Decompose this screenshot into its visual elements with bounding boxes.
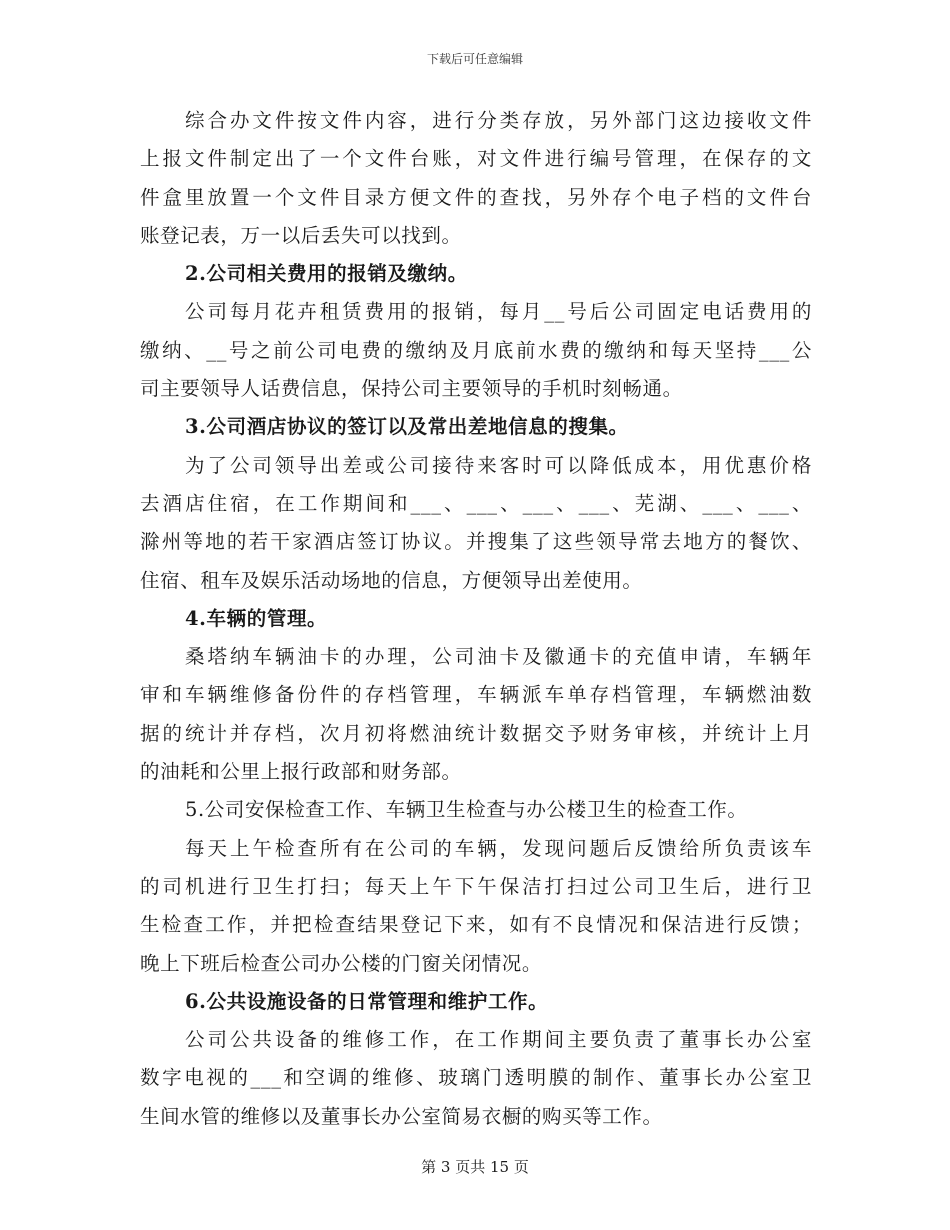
section-heading-4: 4.车辆的管理。 — [185, 606, 328, 630]
paragraph-line: 账登记表，万一以后丢失可以找到。 — [140, 223, 462, 247]
paragraph-line: 去酒店住宿，在工作期间和___、___、___、___、芜湖、___、___、 — [140, 491, 812, 515]
paragraph-line: 的司机进行卫生打扫；每天上午下午保洁打扫过公司卫生后，进行卫 — [140, 874, 812, 898]
paragraph-line: 滁州等地的若干家酒店签订协议。并搜集了这些领导常去地方的餐饮、 — [140, 530, 812, 554]
section-heading-3: 3.公司酒店协议的签订以及常出差地信息的搜集。 — [185, 415, 629, 439]
paragraph-line: 缴纳、__号之前公司电费的缴纳及月底前水费的缴纳和每天坚持___公 — [140, 338, 812, 362]
document-body — [140, 102, 812, 1136]
paragraph-line: 公司公共设备的维修工作，在工作期间主要负责了董事长办公室 — [185, 1028, 812, 1052]
paragraph-line: 生间水管的维修以及董事长办公室简易衣橱的购买等工作。 — [140, 1104, 663, 1128]
paragraph-line: 公司每月花卉租赁费用的报销，每月__号后公司固定电话费用的 — [185, 300, 812, 324]
section-heading-6: 6.公共设施设备的日常管理和维护工作。 — [185, 989, 549, 1013]
paragraph-line: 每天上午检查所有在公司的车辆，发现问题后反馈给所负责该车 — [185, 836, 812, 860]
paragraph-line: 综合办文件按文件内容，进行分类存放，另外部门这边接收文件 — [185, 109, 812, 132]
paragraph-line: 上报文件制定出了一个文件台账，对文件进行编号管理，在保存的文 — [140, 147, 812, 171]
paragraph-line: 住宿、租车及娱乐活动场地的信息，方便领导出差使用。 — [140, 568, 643, 592]
paragraph-line: 件盒里放置一个文件目录方便文件的查找，另外存个电子档的文件台 — [140, 185, 812, 209]
paragraph-line: 桑塔纳车辆油卡的办理，公司油卡及徽通卡的充值申请，车辆年 — [185, 645, 812, 669]
paragraph-line: 据的统计并存档，次月初将燃油统计数据交予财务审核，并统计上月 — [140, 721, 812, 745]
paragraph-line: 的油耗和公里上报行政部和财务部。 — [140, 760, 462, 784]
paragraph-line: 为了公司领导出差或公司接待来客时可以降低成本，用优惠价格 — [185, 453, 812, 477]
paragraph-line: 审和车辆维修备份件的存档管理，车辆派车单存档管理，车辆燃油数 — [140, 683, 812, 707]
paragraph-line: 数字电视的___和空调的维修、玻璃门透明膜的制作、董事长办公室卫 — [140, 1066, 812, 1090]
section-heading-5: 5.公司安保检查工作、车辆卫生检查与办公楼卫生的检查工作。 — [185, 798, 748, 822]
page-number: 第 3 页共 15 页 — [421, 1158, 529, 1176]
paragraph-line: 生检查工作，并把检查结果登记下来，如有不良情况和保洁进行反馈； — [140, 913, 812, 937]
page-header-note: 下载后可任意编辑 — [426, 52, 523, 66]
paragraph-line: 晚上下班后检查公司办公楼的门窗关闭情况。 — [140, 951, 543, 975]
paragraph-line: 司主要领导人话费信息，保持公司主要领导的手机时刻畅通。 — [140, 377, 683, 401]
section-heading-2: 2.公司相关费用的报销及缴纳。 — [185, 262, 468, 286]
